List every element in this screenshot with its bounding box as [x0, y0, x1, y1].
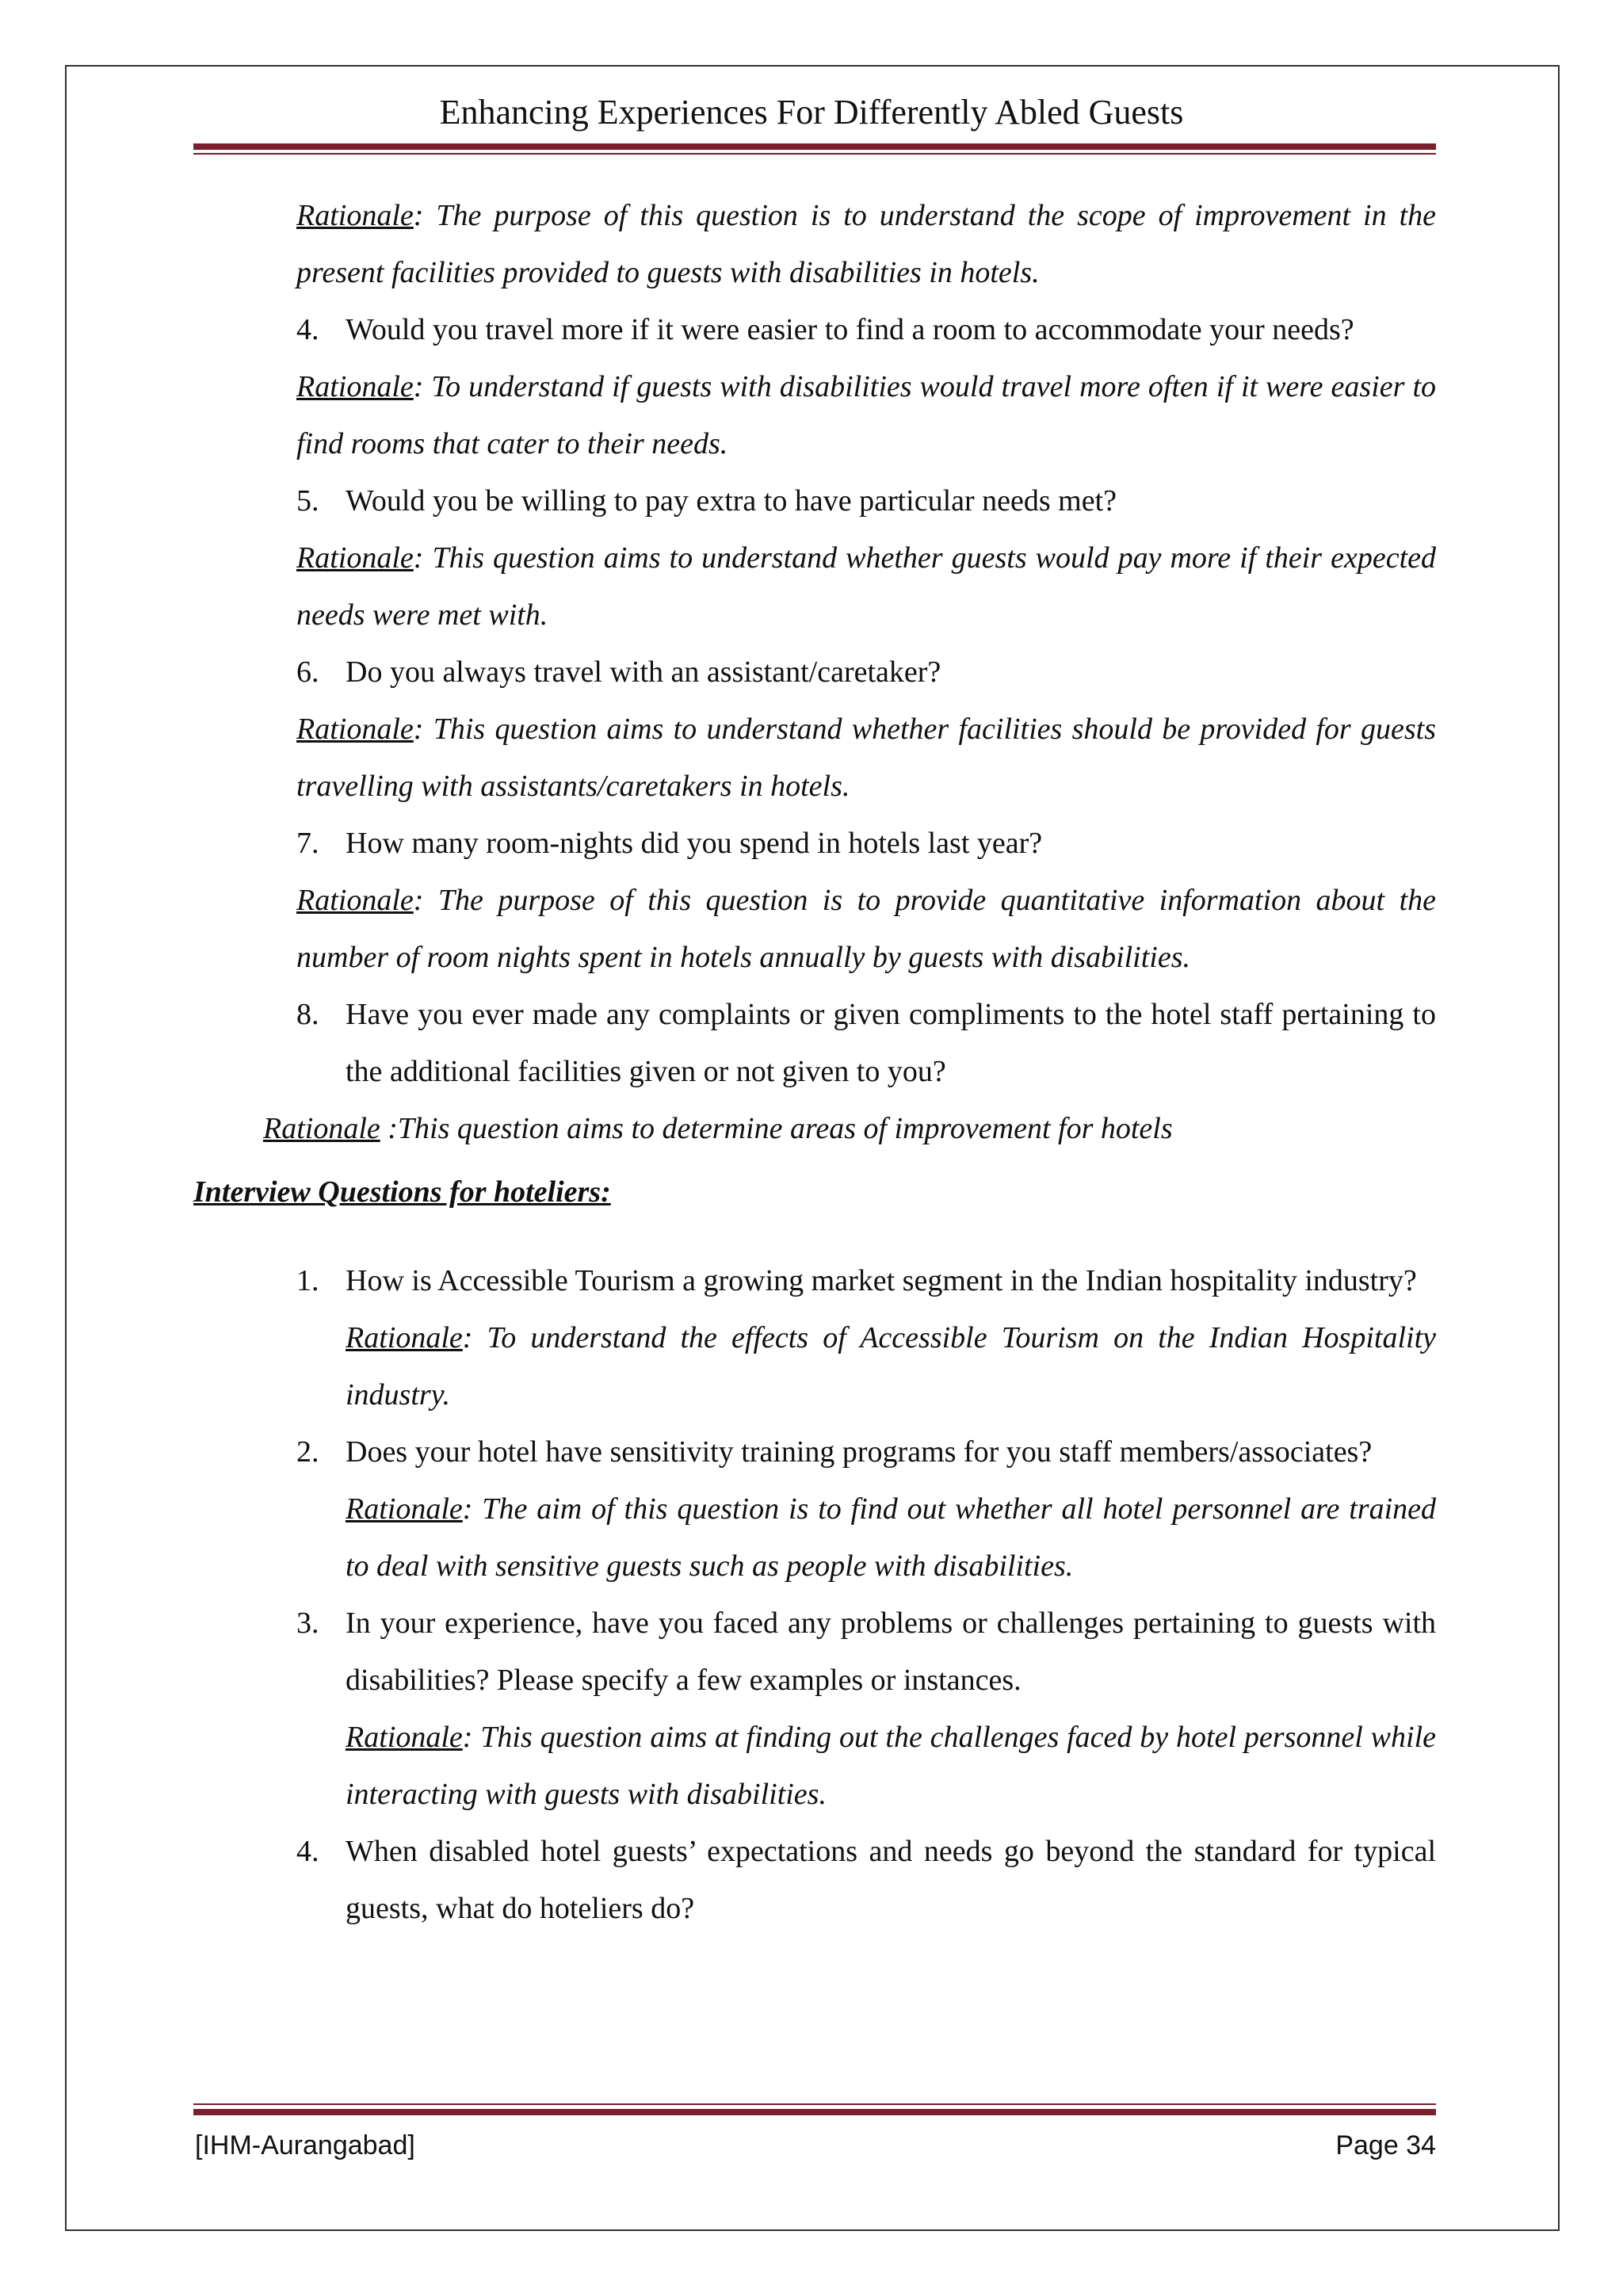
rationale-label: Rationale — [346, 1321, 463, 1354]
rationale-text: : The aim of this question is to find out whether all hotel personnel are trained to deal with sensitive guests such as people with disabilities. — [346, 1492, 1436, 1583]
question-text: Would you travel more if it were easier to find a room to accommodate your needs? — [346, 313, 1354, 346]
question-text: How is Accessible Tourism a growing market segment in the Indian hospitality industry? — [346, 1264, 1417, 1297]
rationale-label: Rationale — [346, 1492, 463, 1526]
question-number: 7. — [296, 827, 319, 860]
footer-page-number: Page 34 — [1335, 2130, 1436, 2160]
rationale-block — [193, 1709, 1436, 1823]
rationale-label: Rationale — [346, 1721, 463, 1754]
guest-question-item — [193, 472, 1436, 529]
hotelier-question-item — [193, 1252, 1436, 1309]
question-number: 4. — [296, 1835, 319, 1868]
hotelier-question-item — [193, 1423, 1436, 1480]
rationale-text: : This question aims to understand whether facilities should be provided for guests travelling with assistants/caretakers in hotels. — [296, 712, 1436, 803]
rationale-text: : To understand the effects of Accessible Tourism on the Indian Hospitality industry. — [346, 1321, 1436, 1412]
rationale-block — [193, 1309, 1436, 1423]
question-text: Do you always travel with an assistant/caretaker? — [346, 655, 941, 689]
question-text: When disabled hotel guests’ expectations and needs go beyond the standard for typical guests, what do hoteliers do? — [346, 1835, 1436, 1925]
rationale-text: : This question aims to understand whether guests would pay more if their expected needs were met with. — [296, 541, 1436, 632]
guest-question-item — [193, 815, 1436, 872]
footer-institute: [IHM-Aurangabad] — [195, 2130, 415, 2160]
question-number: 4. — [296, 313, 319, 346]
question-number: 8. — [296, 998, 319, 1031]
header-rule-thin — [193, 153, 1436, 155]
rationale-block — [193, 358, 1436, 472]
rationale-block — [193, 701, 1436, 815]
rationale-label: Rationale — [263, 1112, 380, 1145]
guest-question-item — [193, 986, 1436, 1100]
question-number: 2. — [296, 1435, 319, 1469]
hotelier-question-item — [193, 1595, 1436, 1709]
question-text: Does your hotel have sensitivity training programs for you staff members/associates? — [346, 1435, 1373, 1469]
rationale-block — [193, 872, 1436, 986]
page-header-title: Enhancing Experiences For Differently Abled Guests — [439, 93, 1184, 132]
rationale-label: Rationale — [296, 199, 414, 232]
rationale-label: Rationale — [296, 370, 414, 403]
question-text: How many room-nights did you spend in hotels last year? — [346, 827, 1043, 860]
guest-question-item — [193, 301, 1436, 358]
question-number: 6. — [296, 655, 319, 689]
rationale-block — [193, 187, 1436, 301]
footer-rule-thin — [193, 2103, 1436, 2105]
question-number: 5. — [296, 484, 319, 518]
section-heading: Interview Questions for hoteliers: — [193, 1175, 611, 1209]
question-number: 3. — [296, 1606, 319, 1640]
hotelier-question-item — [193, 1823, 1436, 1937]
question-text: In your experience, have you faced any problems or challenges pertaining to guests with disabilities? Please specify a few examples or instances. — [346, 1606, 1436, 1697]
question-text: Have you ever made any complaints or given compliments to the hotel staff pertaining to the additional facilities given or not given to you? — [346, 998, 1436, 1088]
rationale-label: Rationale — [296, 541, 414, 575]
rationale-text: : The purpose of this question is to understand the scope of improvement in the present facilities provided to guests with disabilities in hotels. — [296, 199, 1436, 289]
rationale-text: :This question aims to determine areas of improvement for hotels — [380, 1112, 1173, 1145]
question-text: Would you be willing to pay extra to have particular needs met? — [346, 484, 1117, 518]
document-body — [193, 187, 1436, 1937]
header-rule-thick — [193, 143, 1436, 150]
footer-rule-thick — [193, 2109, 1436, 2115]
rationale-text: : This question aims at finding out the challenges faced by hotel personnel while interacting with guests with disabilities. — [346, 1721, 1436, 1811]
rationale-block — [193, 1100, 1436, 1157]
rationale-block — [193, 1480, 1436, 1595]
rationale-text: : The purpose of this question is to provide quantitative information about the number of room nights spent in hotels annually by guests with disabilities. — [296, 884, 1436, 974]
question-number: 1. — [296, 1264, 319, 1297]
rationale-text: : To understand if guests with disabilities would travel more often if it were easier to find rooms that cater to their needs. — [296, 370, 1436, 460]
rationale-label: Rationale — [296, 884, 414, 917]
rationale-block — [193, 529, 1436, 644]
rationale-label: Rationale — [296, 712, 414, 746]
guest-question-item — [193, 644, 1436, 701]
